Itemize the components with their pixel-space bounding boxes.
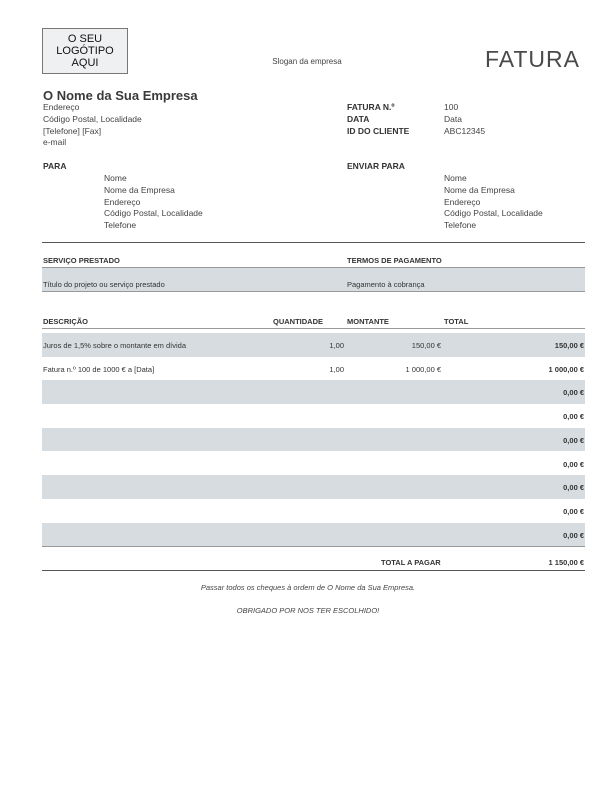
total-value: 1 150,00 € [548,558,584,567]
company-address-block [43,102,142,149]
item-total: 0,00 € [563,530,584,540]
invoice-info-labels [347,102,409,137]
bill-to-phone: Telefone [104,220,137,231]
divider-top [42,242,585,243]
total-row [42,554,585,568]
invoice-info-values [444,102,485,137]
table-row [42,452,585,476]
logo-line-2: AQUI [71,57,99,69]
total-label: TOTAL A PAGAR [381,558,441,567]
item-total: 0,00 € [563,435,584,445]
company-slogan: Slogan da empresa [272,57,342,66]
item-total: 0,00 € [563,459,584,469]
company-phone-fax: [Telefone] [Fax] [43,125,102,136]
company-logo-placeholder [42,28,128,74]
bill-to-company: Nome da Empresa [104,184,175,195]
item-total: 1 000,00 € [548,364,584,374]
customer-id-label: ID DO CLIENTE [347,125,410,136]
items-header-row [42,314,585,328]
amount-header: MONTANTE [347,317,389,326]
company-postal: Código Postal, Localidade [43,113,142,124]
bill-to-label: PARA [43,161,67,171]
table-row [42,333,585,357]
service-header: SERVIÇO PRESTADO [43,256,120,265]
item-total: 150,00 € [554,341,584,350]
payment-terms-header: TERMOS DE PAGAMENTO [347,256,442,265]
total-header: TOTAL [444,317,469,326]
thank-you-note: OBRIGADO POR NOS TER ESCOLHIDO! [236,606,380,615]
table-row [42,428,585,452]
ship-to-address: Endereço [444,196,481,207]
item-description: Juros de 1,5% sobre o montante em dívida [43,341,186,350]
table-row [42,404,585,428]
invoice-number-value: 100 [444,102,459,112]
service-value: Título do projeto ou serviço prestado [43,280,165,289]
table-row [42,475,585,499]
company-address: Endereço [43,102,80,112]
item-total: 0,00 € [563,412,584,422]
item-quantity: 1,00 [329,341,344,350]
item-description: Fatura n.º 100 de 1000 € a [Data] [43,364,155,374]
payment-terms-value: Pagamento à cobrança [347,280,425,289]
company-email: e-mail [43,137,67,148]
ship-to-phone: Telefone [444,220,477,231]
item-quantity: 1,00 [329,364,344,374]
service-bottom-rule [42,291,585,292]
customer-id-value: ABC12345 [444,125,486,136]
bill-to-name: Nome [104,173,127,183]
ship-to-company: Nome da Empresa [444,184,515,195]
cheques-note: Passar todos os cheques à ordem de O Nome da Sua Empresa. [200,583,416,592]
item-amount: 150,00 € [411,341,441,350]
ship-to-postal: Código Postal, Localidade [444,208,543,219]
item-total: 0,00 € [563,506,584,516]
invoice-date-label: DATA [347,113,370,124]
ship-to-label: ENVIAR PARA [347,161,405,171]
item-total: 0,00 € [563,483,584,493]
item-total: 0,00 € [563,388,584,398]
item-amount: 1 000,00 € [405,364,441,374]
bill-to-block [104,173,203,232]
items-bottom-rule [42,546,585,547]
divider-bottom [42,570,585,571]
description-header: DESCRIÇÃO [43,317,89,326]
items-header-rule [42,328,585,329]
service-header-row [42,253,585,267]
company-name: O Nome da Sua Empresa [43,88,198,103]
quantity-header: QUANTIDADE [273,317,323,326]
bill-to-postal: Código Postal, Localidade [104,208,203,219]
invoice-date-value: Data [444,113,462,124]
service-value-row [42,268,585,291]
ship-to-name: Nome [444,173,467,183]
logo-line-1: O SEU LOGÓTIPO [56,33,114,57]
bill-to-address: Endereço [104,196,141,207]
document-title: FATURA [484,46,580,72]
ship-to-block [444,173,543,232]
invoice-number-label: FATURA N.º [347,102,395,112]
table-row [42,357,585,381]
table-row [42,380,585,404]
table-row [42,499,585,523]
table-row [42,523,585,547]
